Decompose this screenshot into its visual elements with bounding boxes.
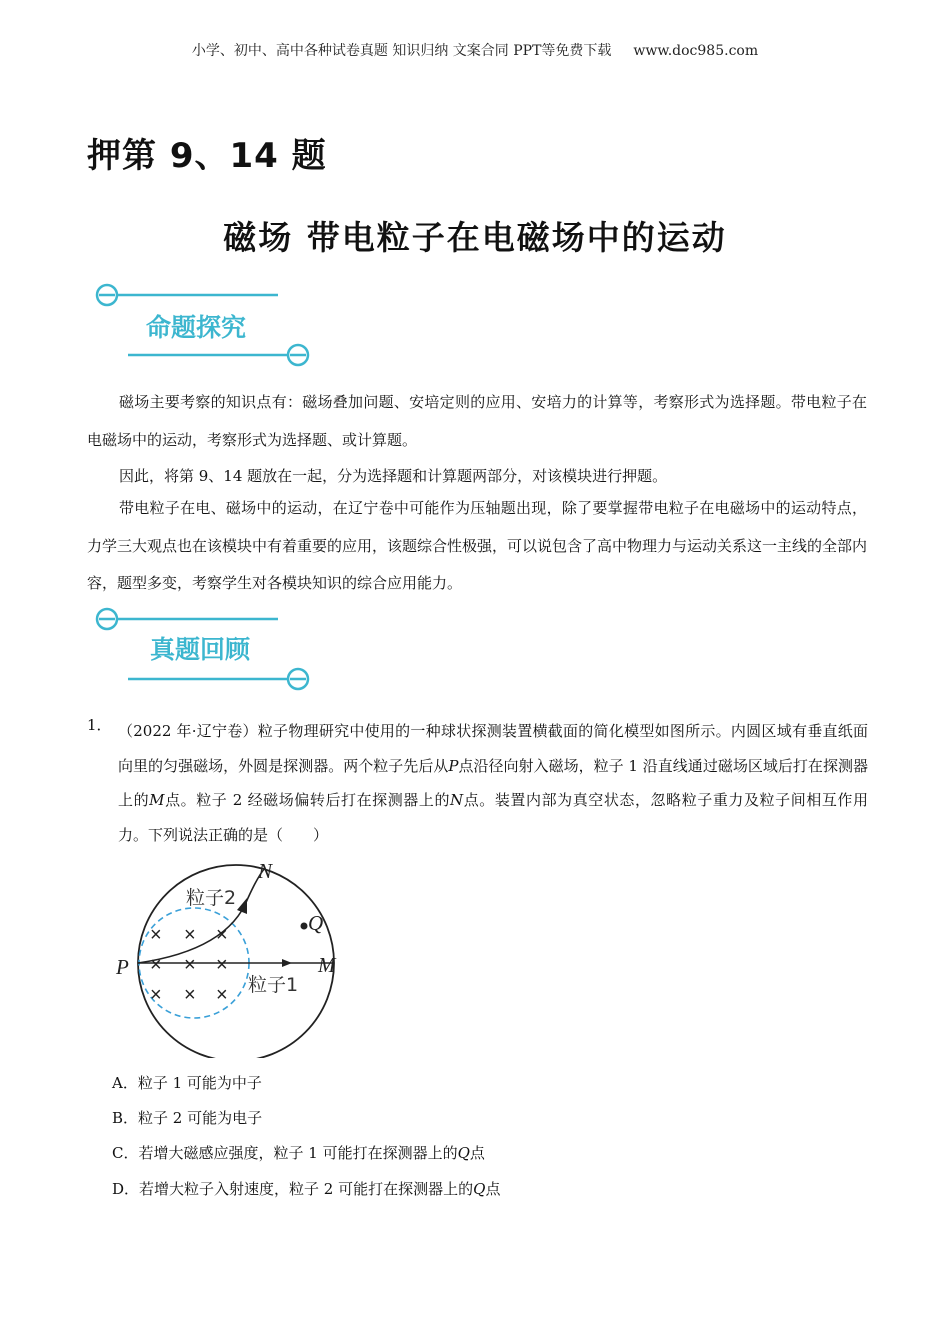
section-title-analysis: 命题探究	[146, 313, 247, 342]
label-m: M	[318, 953, 336, 977]
label-particle2: 粒子2	[186, 887, 237, 909]
intro-paragraph-3: 带电粒子在电、磁场中的运动，在辽宁卷中可能作为压轴题出现，除了要掌握带电粒子在电磁场中的运动特点，力学三大观点也在该模块中有着重要的应用，该题综合性极强，可以说包含了高中物理力与运动关系这一主线的全部内容，题型多变，考察学生对各模块知识的综合应用能力。	[87, 499, 868, 592]
section-banner-review	[90, 604, 330, 694]
cross-mark: ×	[150, 984, 162, 1006]
page-subtitle: 磁场 带电粒子在电磁场中的运动	[223, 218, 727, 257]
label-q: Q	[308, 911, 324, 935]
detector-figure	[110, 858, 360, 1058]
magnetic-field-crosses	[150, 924, 228, 1006]
intro-paragraph-1: 磁场主要考察的知识点有：磁场叠加问题、安培定则的应用、安培力的计算等，考察形式为选择题。带电粒子在电磁场中的运动，考察形式为选择题、或计算题。	[87, 393, 867, 449]
var-p: P	[448, 756, 459, 775]
arrow-icon	[282, 959, 292, 967]
option-b[interactable]: B．粒子 2 可能为电子	[112, 1109, 263, 1127]
intro-paragraph-2: 因此，将第 9、14 题放在一起，分为选择题和计算题两部分，对该模块进行押题。	[119, 467, 668, 485]
cross-mark: ×	[216, 924, 228, 946]
question-text: （2022 年·辽宁卷）粒子物理研究中使用的一种球状探测装置横截面的简化模型如图所示。内圆区域有垂直纸面向里的匀强磁场，外圆是探测器。两个粒子先后从P点沿径向射入磁场，粒子 1 沿直线通过磁场区域后打在探测器上的M点。粒子 2 经磁场偏转后打在探测器上的N点。装置内部为真空状态，忽略粒子重力及粒子间相互作用力。下列说法正确的是（ ）	[118, 722, 868, 844]
label-p: P	[116, 955, 129, 979]
section-banner-analysis	[90, 280, 330, 370]
var-m: M	[149, 791, 165, 809]
particle2-path	[138, 868, 265, 963]
header-url[interactable]: www.doc985.com	[633, 43, 759, 59]
cross-mark: ×	[184, 954, 196, 976]
option-c[interactable]: C．若增大磁感应强度，粒子 1 可能打在探测器上的Q点	[112, 1144, 485, 1162]
option-d[interactable]: D．若增大粒子入射速度，粒子 2 可能打在探测器上的Q点	[112, 1180, 501, 1198]
arrow-icon	[237, 898, 247, 914]
label-particle1: 粒子1	[248, 974, 299, 996]
cross-mark: ×	[216, 954, 228, 976]
question-number: 1．	[87, 716, 112, 734]
cross-mark: ×	[150, 954, 162, 976]
cross-mark: ×	[150, 924, 162, 946]
label-n: N	[258, 859, 273, 883]
page-header	[0, 40, 950, 60]
page-title: 押第 9、14 题	[87, 136, 327, 176]
cross-mark: ×	[216, 984, 228, 1006]
cross-mark: ×	[184, 924, 196, 946]
cross-mark: ×	[184, 984, 196, 1006]
header-text: 小学、初中、高中各种试卷真题 知识归纳 文案合同 PPT等免费下载	[191, 43, 612, 59]
section-title-review: 真题回顾	[150, 635, 251, 664]
var-n: N	[450, 791, 464, 809]
point-q-dot	[301, 923, 308, 930]
option-a[interactable]: A．粒子 1 可能为中子	[112, 1074, 262, 1092]
